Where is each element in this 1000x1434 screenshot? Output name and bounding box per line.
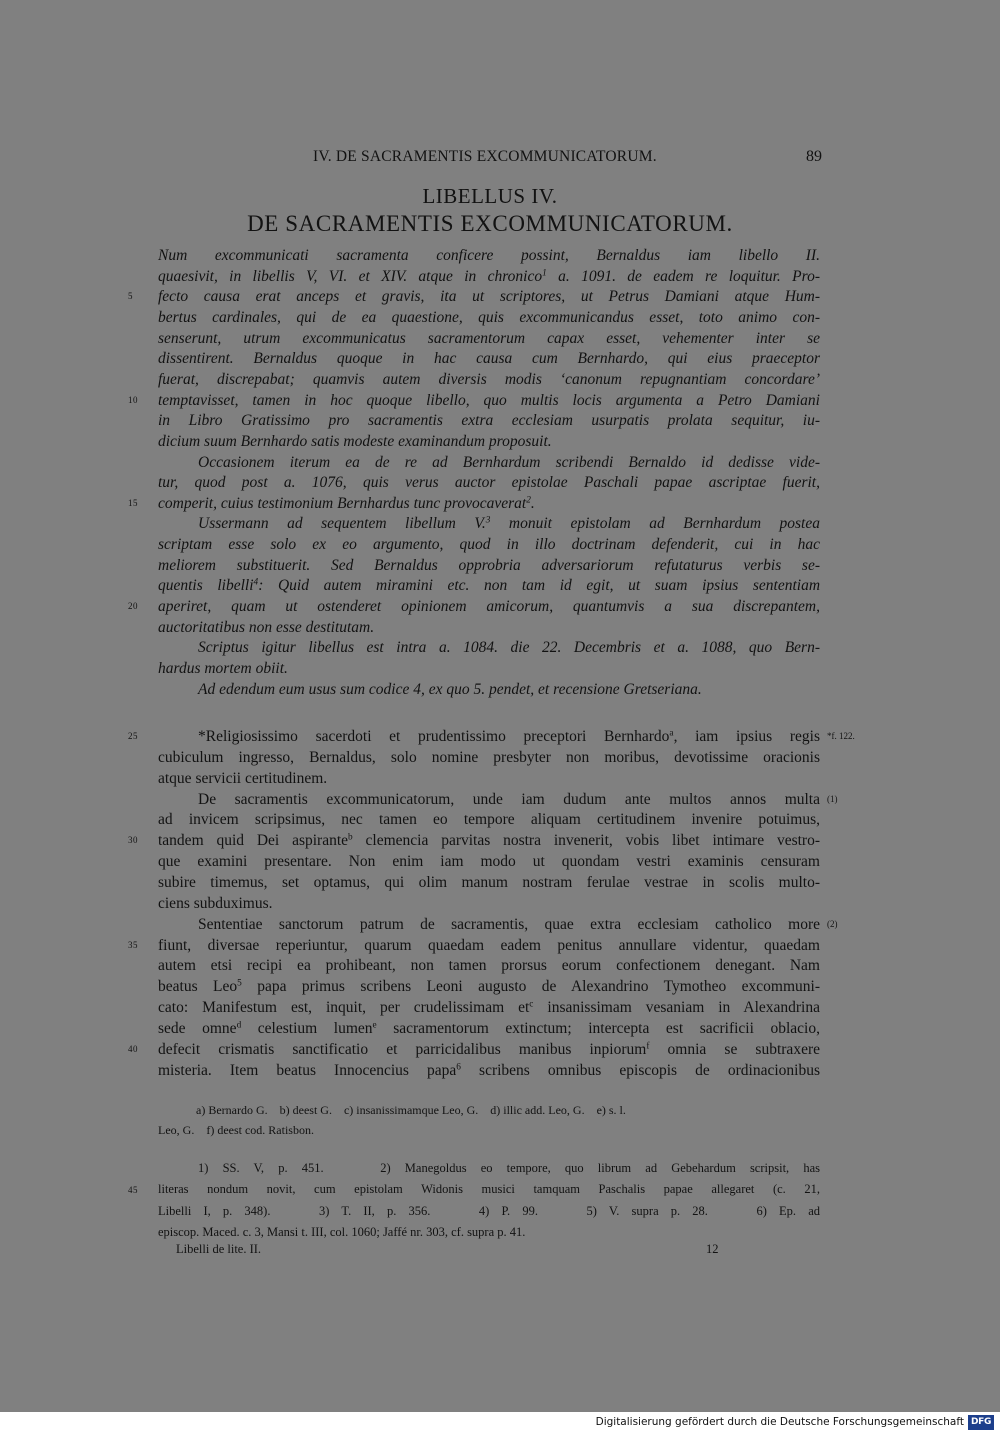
line-text: 1) SS. V, p. 451. 2) Manegoldus eo tempore, quo librum ad Gebehardum scripsit, has: [198, 1161, 820, 1175]
text-line: [158, 1060, 820, 1081]
line-text: cato: Manifestum est, inquit, per crudelissimam et: [158, 999, 530, 1017]
line-text: cubiculum ingresso, Bernaldus, solo nomine presbyter non moribus, devotissime oracionis: [158, 748, 820, 766]
line-text: celestium lumen: [241, 1019, 373, 1037]
line-number: 35: [128, 939, 138, 950]
line-text: fecto causa erat anceps et gravis, ita ut scriptores, ut Petrus Damiani atque Hum-: [158, 288, 820, 306]
note-marker: 3: [485, 515, 491, 526]
line-number: 30: [128, 835, 138, 846]
line-text: episcop. Maced. c. 3, Mansi t. III, col. 1060; Jaffé nr. 303, cf. supra p. 41.: [158, 1224, 526, 1239]
line-text: temptavisset, tamen in hoc quoque libello, quo multis locis argumenta a Petro Damiani: [158, 391, 820, 409]
line-text: tur, quod post a. 1076, quis verus auctor epistolae Paschali papae ascriptae fuerit,: [158, 474, 820, 492]
text-line: [158, 976, 820, 997]
intro-line: [198, 513, 820, 534]
line-text: aperiret, quam ut ostenderet opinionem amicorum, quantumvis a sua discrepantem,: [158, 598, 820, 616]
line-text: papa primus scribens Leoni augusto de Alexandrino Tymotheo excommuni-: [241, 978, 820, 996]
line-text: misteria. Item beatus Innocencius papa: [158, 1061, 457, 1079]
footnote-line: [158, 1180, 820, 1198]
line-text: , iam ipsius regis: [673, 728, 820, 745]
note-marker: 2: [526, 495, 531, 506]
funding-strip: [0, 1412, 1000, 1434]
signature-mark: 12: [706, 1242, 719, 1256]
intro-line: [158, 245, 820, 266]
note-marker: 4: [253, 577, 259, 588]
line-text: literas nondum novit, cum epistolam Widonis musici tamquam Paschalis papae allegaret (c. 21,: [158, 1182, 820, 1197]
line-text: .: [530, 494, 535, 512]
page-number: 89: [806, 148, 822, 165]
line-number: 15: [128, 497, 138, 508]
line-text: comperit, cuius testimonium Bernhardus tunc provocaverat: [158, 494, 527, 512]
line-text: ciens subduximus.: [158, 894, 273, 912]
line-text: defecit crismatis sanctificatio et parricidalibus manibus inpiorum: [158, 1040, 647, 1058]
line-number: 25: [128, 731, 138, 741]
intro-line: [158, 493, 820, 514]
intro-line: [158, 472, 820, 493]
line-text: ad invicem scripsimus, nec tamen eo tempore aliquam certitudinem invenire potuimus,: [158, 811, 820, 829]
line-text: omnia se subtraxere: [649, 1040, 820, 1058]
line-text: : Quid autem miramini etc. non tam id egit, ut suam ipsius sententiam: [258, 577, 821, 595]
line-text: fuerat, discrepabat; quamvis autem diversis modis ‘canonum repugnantiam concordare’: [158, 370, 820, 388]
intro-line: [158, 534, 820, 555]
text-line: [158, 872, 820, 893]
text-line: [158, 830, 820, 851]
footnote-line: [158, 1223, 820, 1241]
text-line: [158, 768, 820, 789]
line-text: beatus Leo: [158, 978, 238, 996]
intro-line: [198, 637, 820, 658]
line-text: Num excommunicati sacramenta conficere possint, Bernaldus iam libello II.: [158, 247, 820, 264]
intro-line: [158, 431, 820, 452]
line-text: meliorem substituerit. Sed Bernaldus opprobria adversariorum refutaturus verbis se-: [158, 556, 820, 574]
text-line: [198, 726, 820, 747]
note-marker: 1: [542, 268, 547, 279]
libellus-title: LIBELLUS IV.: [422, 184, 558, 208]
note-marker: d: [236, 1020, 242, 1031]
footnote-line: [158, 1202, 820, 1220]
text-line: [158, 935, 820, 956]
margin-note: (2): [827, 918, 838, 929]
text-line: [158, 1018, 820, 1039]
intro-line: [158, 410, 820, 431]
line-text: quentis libelli: [158, 577, 254, 595]
line-text: De sacramentis excommunicatorum, unde iam dudum ante multos annos multa: [198, 790, 820, 808]
intro-line: [158, 369, 820, 390]
text-line: [158, 955, 820, 976]
line-text: clemencia parvitas nostra invenerit, vobis libet intimare vestro-: [352, 832, 820, 850]
note-marker: 5: [237, 978, 242, 989]
intro-line: [198, 452, 820, 473]
line-text: sacramentorum extinctum; intercepta est sacrificii oblacio,: [376, 1019, 820, 1037]
text-line: [158, 747, 820, 768]
intro-line: [158, 348, 820, 369]
line-number: 40: [128, 1043, 138, 1054]
line-text: que examini presentare. Non enim iam modo ut quondam vestri examinis censuram: [158, 853, 820, 871]
text-line: [198, 789, 820, 810]
line-text: dicium suum Bernhardo satis modeste examinandum proposuit.: [158, 432, 552, 450]
line-text: hardus mortem obiit.: [158, 660, 288, 677]
note-marker: c: [529, 999, 534, 1010]
funding-text: Digitalisierung gefördert durch die Deutsche Forschungsgemeinschaft: [595, 1416, 964, 1428]
line-text: fiunt, diversae reperiuntur, quarum quaedam eadem penitus annullare videntur, quaedam: [158, 936, 820, 954]
line-text: Sententiae sanctorum patrum de sacramentis, quae extra ecclesiam catholico more: [198, 915, 820, 933]
line-text: subire timemus, set optamus, qui olim manum nostram ferulae vestrae in scolis multo-: [158, 873, 820, 891]
line-text: Ussermann ad sequentem libellum V.: [198, 515, 486, 533]
line-text: dissentirent. Bernaldus quoque in hac causa cum Bernhardo, qui eius praeceptor: [158, 350, 820, 368]
line-text: quaesivit, in libellis V, VI. et XIV. atque in chronico: [158, 267, 543, 285]
running-title: IV. DE SACRAMENTIS EXCOMMUNICATORUM.: [313, 148, 657, 165]
footer-series: Libelli de lite. II.: [176, 1242, 262, 1256]
note-marker: b: [348, 832, 353, 843]
line-text: bertus cardinales, qui de ea quaestione, quis excommunicandus esset, toto animo con-: [158, 308, 820, 326]
intro-line: [158, 596, 820, 617]
treatise-title: DE SACRAMENTIS EXCOMMUNICATORUM.: [247, 211, 733, 236]
note-marker: 6: [456, 1062, 461, 1073]
line-text: Libelli I, p. 348). 3) T. II, p. 356. 4) P. 99. 5) V. supra p. 28. 6) Ep. ad: [158, 1203, 820, 1218]
note-marker: a: [669, 728, 674, 739]
footnote-line: [198, 1159, 820, 1177]
text-line: [158, 809, 820, 830]
intro-line: [158, 328, 820, 349]
line-text: autem etsi recipi ea prohibeant, non tamen prorsus eorum confectionem denegant. Nam: [158, 957, 820, 975]
line-text: Ad edendum eum usus sum codice 4, ex quo 5. pendet, et recensione Gretseriana.: [198, 680, 702, 698]
text-line: [158, 1039, 820, 1060]
intro-line: [158, 617, 820, 638]
line-number: 5: [128, 291, 133, 302]
note-marker: f: [646, 1041, 650, 1052]
line-text: auctoritatibus non esse destitutam.: [158, 618, 375, 636]
margin-note: (1): [827, 793, 838, 804]
intro-line: [158, 658, 820, 679]
intro-line: [158, 555, 820, 576]
line-text: senserunt, utrum excommunicatus sacramentorum capax esset, vehementer inter se: [158, 329, 820, 347]
apparatus-line: Leo, G. f) deest cod. Ratisbon.: [158, 1123, 314, 1137]
line-text: atque servicii certitudinem.: [158, 769, 328, 787]
intro-line: [158, 307, 820, 328]
line-text: in Libro Gratissimo pro sacramentis extra ecclesiam usurpatis prolata sequitur, iu-: [158, 412, 820, 430]
line-number: 20: [128, 601, 138, 612]
margin-note: *f. 122.: [827, 731, 855, 741]
line-text: tandem quid Dei aspirante: [158, 832, 349, 850]
intro-line: [158, 266, 820, 287]
line-text: Scriptus igitur libellus est intra a. 1084. die 22. Decembris et a. 1088, quo Bern-: [198, 639, 820, 657]
text-line: [158, 893, 820, 914]
line-text: *Religiosissimo sacerdoti et prudentissimo preceptori Bernhardo: [198, 728, 670, 745]
intro-line: [158, 286, 820, 307]
line-text: a. 1091. de eadem re loquitur. Pro-: [546, 267, 820, 285]
apparatus-line: a) Bernardo G. b) deest G. c) insanissimamque Leo, G. d) illic add. Leo, G. e) s. l.: [196, 1103, 626, 1117]
text-line: [198, 914, 820, 935]
note-marker: e: [372, 1020, 377, 1031]
line-text: insanissimam vesaniam in Alexandrina: [533, 999, 820, 1017]
text-line: [158, 997, 820, 1018]
line-text: scribens omnibus episcopis de ordinacionibus: [460, 1061, 820, 1079]
line-number: 10: [128, 394, 138, 405]
intro-line: [158, 390, 820, 411]
dfg-logo: DFG: [968, 1415, 994, 1430]
line-text: monuit epistolam ad Bernhardum postea: [490, 515, 820, 533]
intro-line: [158, 575, 820, 596]
line-number: 45: [128, 1185, 138, 1196]
text-line: [158, 851, 820, 872]
line-text: scriptam esse solo ex eo argumento, quod in illo doctrinam defenderit, cui in hac: [158, 536, 820, 554]
line-text: sede omne: [158, 1019, 237, 1037]
intro-line: [198, 679, 820, 700]
line-text: Occasionem iterum ea de re ad Bernhardum scribendi Bernaldo id dedisse vide-: [198, 453, 820, 471]
